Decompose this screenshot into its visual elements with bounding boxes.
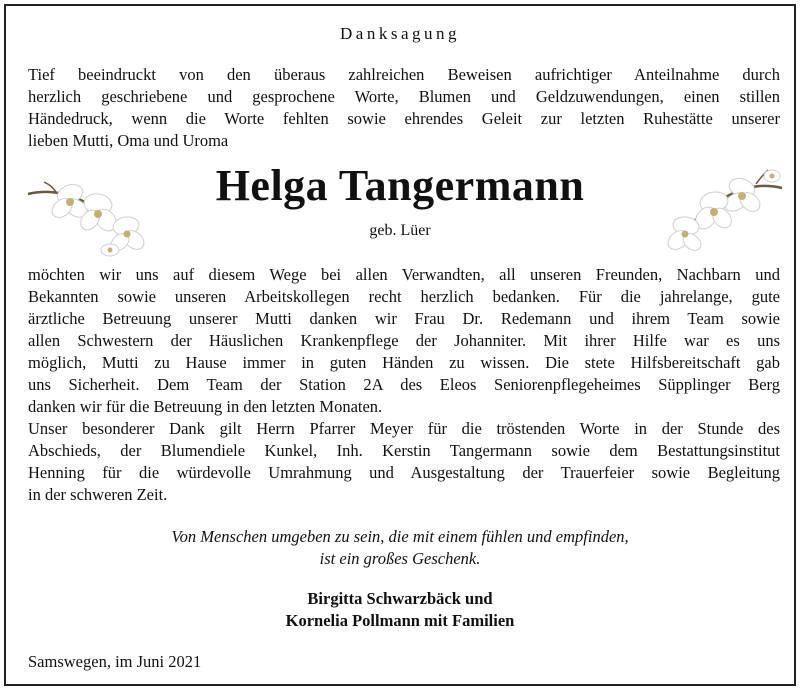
thanks-paragraph: [28, 264, 780, 418]
thanks-line: uns Sicherheit. Dem Team der Station 2A des Eleos Seniorenpflegeheimes Süpplinger Berg: [28, 375, 780, 394]
intro-line: lieben Mutti, Oma und Uroma: [28, 131, 229, 150]
signer-line: Birgitta Schwarzbäck und: [307, 589, 493, 608]
quote-line: ist ein großes Geschenk.: [319, 549, 481, 568]
special-thanks-line: Abschieds, der Blumendiele Kunkel, Inh. Kerstin Tangermann sowie dem Bestattungsinstitut: [28, 441, 780, 460]
thanks-line: möglich, Mutti zu Hause immer in guten Händen zu wissen. Die stete Hilfsbereitschaft gab: [28, 353, 780, 372]
intro-line: Tief beeindruckt von den überaus zahlreichen Beweisen aufrichtiger Anteilnahme durch: [28, 65, 780, 84]
special-thanks-paragraph: [28, 418, 780, 506]
signers: [6, 588, 794, 632]
thanks-line: danken wir für die Betreuung in den letzten Monaten.: [28, 397, 383, 416]
thanks-line: Bekannten sowie unseren Arbeitskollegen recht herzlich bedanken. Für die jahrelange, gute: [28, 287, 780, 306]
special-thanks-line: in der schweren Zeit.: [28, 485, 168, 504]
thanks-line: ärztliche Betreuung unserer Mutti danken wir Frau Dr. Redemann und ihrem Team sowie: [28, 309, 780, 328]
memorial-quote: [6, 526, 794, 570]
special-thanks-line: Unser besonderer Dank gilt Herrn Pfarrer Meyer für die tröstenden Worte in der Stunde des: [28, 419, 780, 438]
obituary-notice: [4, 4, 796, 686]
thanks-line: allen Schwestern der Häuslichen Krankenpflege der Johanniter. Mit ihrer Hilfe war es uns: [28, 331, 780, 350]
intro-line: herzlich geschriebene und gesprochene Worte, Blumen und Geldzuwendungen, einen stillen: [28, 87, 780, 106]
quote-line: Von Menschen umgeben zu sein, die mit einem fühlen und empfinden,: [171, 527, 629, 546]
thanks-line: möchten wir uns auf diesem Wege bei allen Verwandten, all unseren Freunden, Nachbarn und: [28, 265, 780, 284]
deceased-name: Helga Tangermann: [215, 161, 585, 210]
notice-heading: Danksagung: [340, 24, 460, 43]
birth-name: geb. Lüer: [369, 222, 431, 239]
intro-line: Händedruck, wenn die Worte fehlten sowie ehrendes Geleit zur letzten Ruhestätte unserer: [28, 109, 780, 128]
signer-line: Kornelia Pollmann mit Familien: [285, 611, 515, 630]
intro-paragraph: [28, 64, 780, 152]
place-date: Samswegen, im Juni 2021: [28, 652, 202, 671]
special-thanks-line: Henning für die würdevolle Umrahmung und Ausgestaltung der Trauerfeier sowie Begleitung: [28, 463, 780, 482]
